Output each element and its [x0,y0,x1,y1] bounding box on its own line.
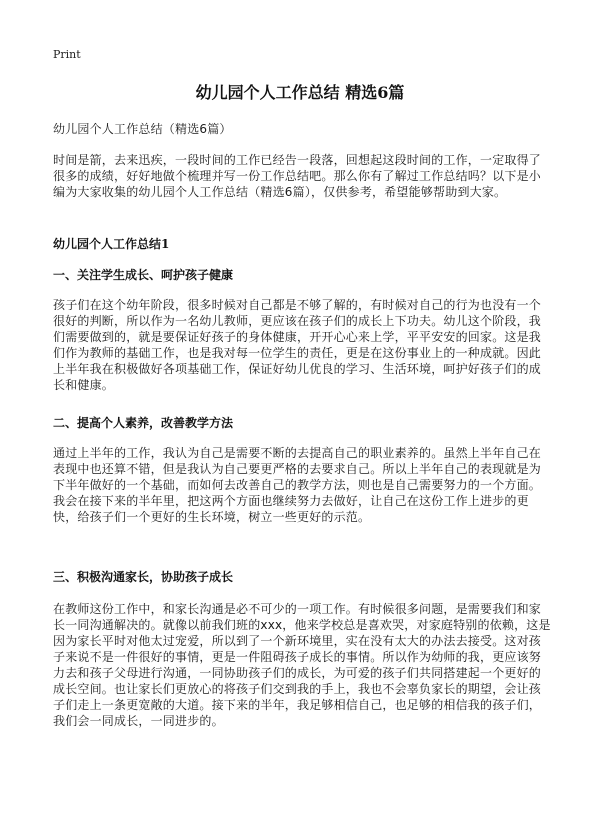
document-subtitle: 幼儿园个人工作总结（精选6篇） [53,122,232,136]
page-title: 幼儿园个人工作总结 精选6篇 [195,83,405,102]
section-body-1: 孩子们在这个幼年阶段，很多时候对自己都是不够了解的，有时候对自己的行为也没有一个很好的判断，所以作为一名幼儿教师，更应该在孩子们的成长上下功夫。幼儿这个阶段，我们需要做到的，就是要保证好孩子的身体健康，开开心心来上学，平平安安的回家。这是我们作为教师的基础工作，也是我对每一位学生的责任，更是在这份事业上的一种成就。因此上半年我在积极做好各项基础工作，保证好幼儿优良的学习、生活环境，呵护好孩子们的成长和健康。 [53,298,542,392]
section-heading-1: 一、关注学生成长、呵护孩子健康 [53,268,234,282]
section-heading-2: 二、提高个人素养，改善教学方法 [53,416,234,430]
section-body-2: 通过上半年的工作，我认为自己是需要不断的去提高自己的职业素养的。虽然上半年自己在表现中也还算不错，但是我认为自己要更严格的去要求自己。所以上半年自己的表现就是为下半年做好的一个基础，而如何去改善自己的教学方法，则也是自己需要努力的一个方面。我会在接下来的半年里，把这两个方面也继续努力去做好，让自己在这份工作上进步的更快，给孩子们一个更好的生长环境，树立一些更好的示范。 [53,446,542,524]
summary-heading: 幼儿园个人工作总结1 [53,237,170,251]
intro-paragraph: 时间是箭，去来迅疾，一段时间的工作已经告一段落，回想起这段时间的工作，一定取得了很多的成绩，好好地做个梳理并写一份工作总结吧。那么你有了解过工作总结吗？以下是小编为大家收集的幼儿园个人工作总结（精选6篇），仅供参考，希望能够帮助到大家。 [53,153,542,199]
section-heading-3: 三、积极沟通家长，协助孩子成长 [53,570,234,584]
print-link[interactable]: Print [53,48,81,61]
section-body-3: 在教师这份工作中，和家长沟通是必不可少的一项工作。有时候很多问题，是需要我们和家长一同沟通解决的。就像以前我们班的xxx，他来学校总是喜欢哭，对家庭特别的依赖，这是因为家长平时对他太过宠爱，所以到了一个新环境里，实在没有太大的办法去接受。这对孩子来说不是一件很好的事情，更是一件阻碍孩子成长的事情。所以作为幼师的我，更应该努力去和孩子父母进行沟通，一同协助孩子们的成长，为可爱的孩子们共同搭建起一个更好的成长空间。也让家长们更放心的将孩子们交到我的手上，我也不会辜负家长的期望，会让孩子们走上一条更宽敞的大道。接下来的半年，我足够相信自己，也足够的相信我的孩子们，我们会一同成长，一同进步的。 [53,602,551,728]
